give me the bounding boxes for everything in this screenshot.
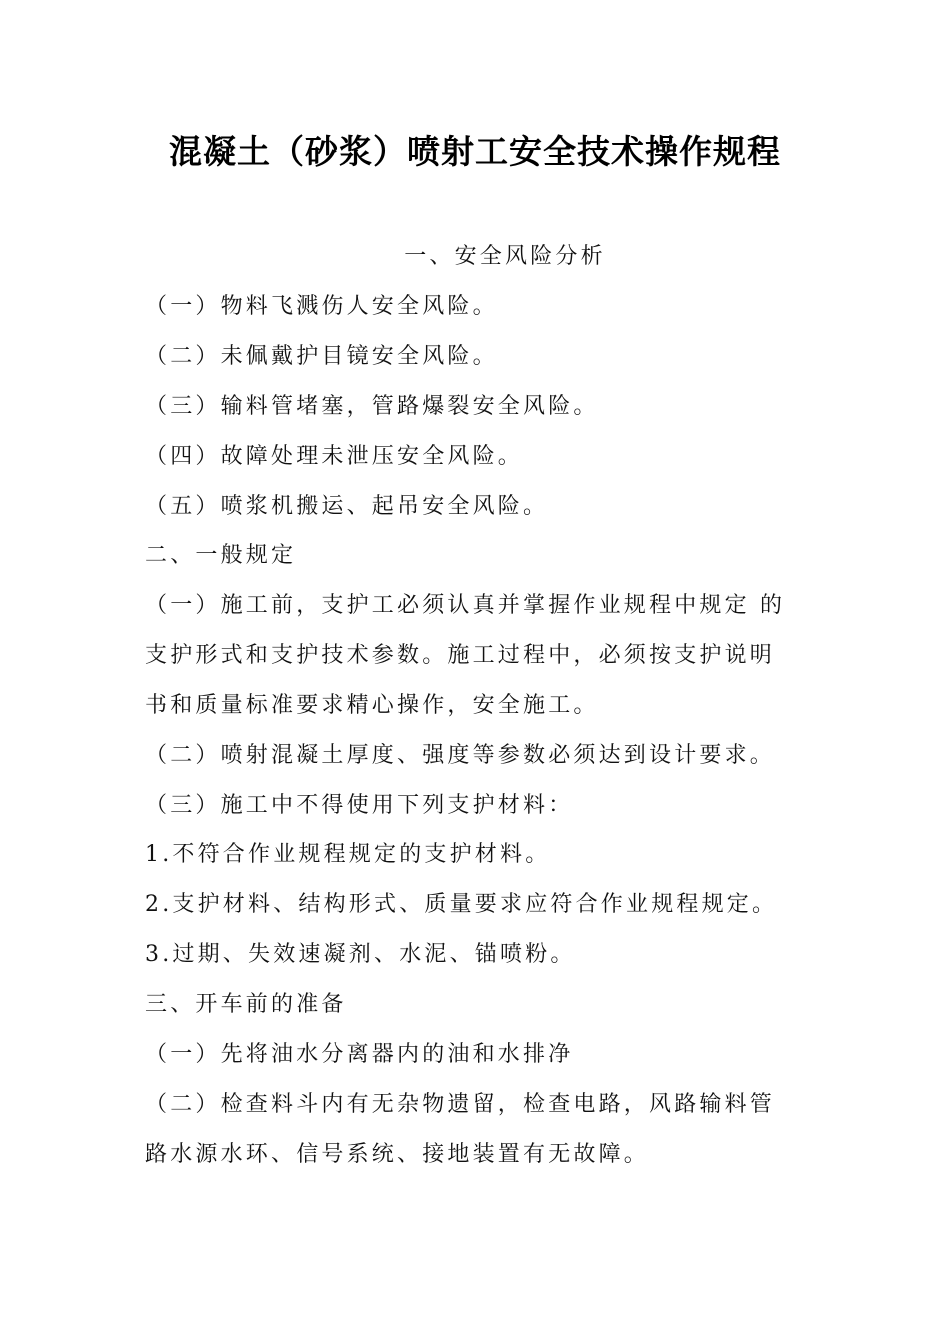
paragraph-line: （三）施工中不得使用下列支护材料： — [145, 793, 574, 818]
section-heading-general-rules: 二、一般规定 — [145, 543, 297, 568]
paragraph-line: （一）物料飞溅伤人安全风险。 — [145, 294, 498, 319]
paragraph-line: （五）喷浆机搬运、起吊安全风险。 — [145, 494, 549, 519]
paragraph-line: （四）故障处理未泄压安全风险。 — [145, 444, 524, 469]
paragraph-line: 支护形式和支护技术参数。施工过程中，必须按支护说明 — [145, 643, 776, 668]
document-title: 混凝土（砂浆）喷射工安全技术操作规程 — [169, 132, 781, 171]
paragraph-line: （二）检查料斗内有无杂物遗留，检查电路，风路输料管 — [145, 1092, 776, 1117]
list-item: 3.过期、失效速凝剂、水泥、锚喷粉。 — [145, 942, 576, 967]
list-item: 1.不符合作业规程规定的支护材料。 — [145, 842, 551, 867]
paragraph-line: （三）输料管堵塞，管路爆裂安全风险。 — [145, 394, 599, 419]
paragraph-line: 路水源水环、信号系统、接地装置有无故障。 — [145, 1142, 650, 1167]
paragraph-line: 书和质量标准要求精心操作，安全施工。 — [145, 693, 599, 718]
paragraph-line: （二）喷射混凝土厚度、强度等参数必须达到设计要求。 — [145, 743, 776, 768]
paragraph-line: （二）未佩戴护目镜安全风险。 — [145, 344, 498, 369]
paragraph-line: （一）先将油水分离器内的油和水排净 — [145, 1042, 574, 1067]
paragraph-line: （一）施工前，支护工必须认真并掌握作业规程中规定 的 — [145, 593, 786, 618]
section-heading-risk-analysis: 一、安全风险分析 — [404, 244, 606, 269]
section-heading-preparation: 三、开车前的准备 — [145, 992, 347, 1017]
list-item: 2.支护材料、结构形式、质量要求应符合作业规程规定。 — [145, 892, 778, 917]
